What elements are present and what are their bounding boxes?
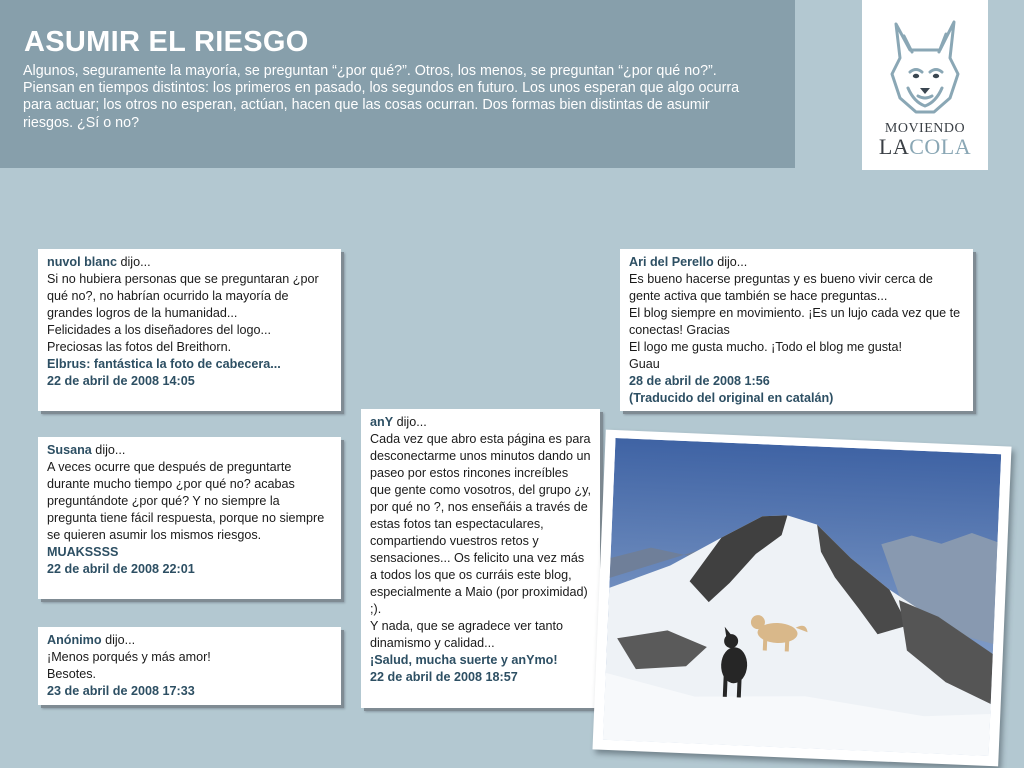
- comment-translation-note: (Traducido del original en catalán): [629, 391, 834, 405]
- comment-line: ¡Menos porqués y más amor!: [47, 650, 211, 664]
- comment-timestamp[interactable]: 28 de abril de 2008 1:56: [629, 374, 770, 388]
- comment-header: [370, 414, 591, 431]
- comment-author[interactable]: anY: [370, 415, 394, 429]
- comment-line: A veces ocurre que después de preguntarte durante mucho tiempo ¿por qué no? acabas preguntándote ¿por qué? Y no siempre la pregunta tiene fácil respuesta, porque no siempre se quieren asumir los mismos riesgos.: [47, 460, 325, 542]
- mountain-photo[interactable]: [592, 430, 1011, 767]
- logo-line2: [862, 134, 988, 160]
- comment-card-anonimo: [38, 627, 341, 705]
- husky-dog-icon: [884, 14, 966, 119]
- intro-text: Algunos, seguramente la mayoría, se preguntan “¿por qué?”. Otros, los menos, se preguntan “¿por qué no?”. Piensan en tiempos distintos: los primeros en pasado, los segundos en futuro. Los unos esperan que algo ocurra para actuar; los otros no esperan, actúan, hacen que las cosas ocurran. Dos formas bien distintas de asumir riesgos. ¿Sí o no?: [23, 63, 740, 131]
- comment-author[interactable]: nuvol blanc: [47, 255, 117, 269]
- comment-line: Besotes.: [47, 667, 97, 681]
- comment-timestamp[interactable]: 22 de abril de 2008 14:05: [47, 374, 195, 388]
- comment-author[interactable]: Susana: [47, 443, 92, 457]
- comment-card-susana: [38, 437, 341, 599]
- comment-line: Si no hubiera personas que se preguntaran ¿por qué no?, no habrían ocurrido la mayoría de grandes logros de la humanidad...: [47, 272, 319, 320]
- page-title: ASUMIR EL RIESGO: [24, 26, 309, 58]
- logo-line1: MOVIENDO: [884, 121, 966, 136]
- logo-line2-a: LA: [878, 134, 910, 159]
- comment-line: Y nada, que se agradece ver tanto dinamismo y calidad...: [370, 619, 564, 650]
- comment-said: dijo...: [91, 443, 126, 457]
- comment-line: El logo me gusta mucho. ¡Todo el blog me gusta!: [629, 340, 903, 354]
- comment-highlight: Elbrus: fantástica la foto de cabecera...: [47, 357, 281, 371]
- comment-line: Felicidades a los diseñadores del logo...: [47, 323, 272, 337]
- comment-timestamp[interactable]: 22 de abril de 2008 22:01: [47, 562, 195, 576]
- comment-card-nuvol-blanc: [38, 249, 341, 411]
- comment-header: [47, 632, 332, 649]
- comment-said: dijo...: [116, 255, 151, 269]
- comment-card-ari-del-perello: [620, 249, 973, 411]
- comment-header: [47, 254, 332, 271]
- comment-highlight: MUAKSSSS: [47, 545, 119, 559]
- comment-card-any: [361, 409, 600, 708]
- comment-said: dijo...: [393, 415, 427, 429]
- comment-timestamp[interactable]: 22 de abril de 2008 18:57: [370, 670, 518, 684]
- comment-highlight: ¡Salud, mucha suerte y anYmo!: [370, 653, 558, 667]
- comment-line: Preciosas las fotos del Breithorn.: [47, 340, 232, 354]
- comment-line: Guau: [629, 357, 660, 371]
- comment-line: Es bueno hacerse preguntas y es bueno vivir cerca de gente activa que también se hace preguntas...: [629, 272, 933, 303]
- comment-line: Cada vez que abro esta página es para desconectarme unos minutos dando un paseo por estos rincones increíbles que gente como vosotros, del grupo ¿y, por qué no ?, nos enseñáis a través de estas fotos tan espectaculares, compartiendo vuestros retos y sensaciones... Os felicito una vez más a todos los que os curráis este blog, especialmente a Maio (por proximidad) ;).: [370, 432, 591, 616]
- comment-said: dijo...: [713, 255, 748, 269]
- comment-line: El blog siempre en movimiento. ¡Es un lujo cada vez que te conectas! Gracias: [629, 306, 961, 337]
- logo-line2-b: COLA: [909, 134, 972, 159]
- comment-author[interactable]: Anónimo: [47, 633, 102, 647]
- blog-logo[interactable]: [862, 0, 988, 170]
- comment-said: dijo...: [101, 633, 136, 647]
- header-banner: [0, 0, 795, 168]
- snowy-ridge-dogs-photo: [603, 438, 1001, 756]
- comment-header: [629, 254, 964, 271]
- comment-author[interactable]: Ari del Perello: [629, 255, 714, 269]
- comment-header: [47, 442, 332, 459]
- comment-timestamp[interactable]: 23 de abril de 2008 17:33: [47, 684, 195, 698]
